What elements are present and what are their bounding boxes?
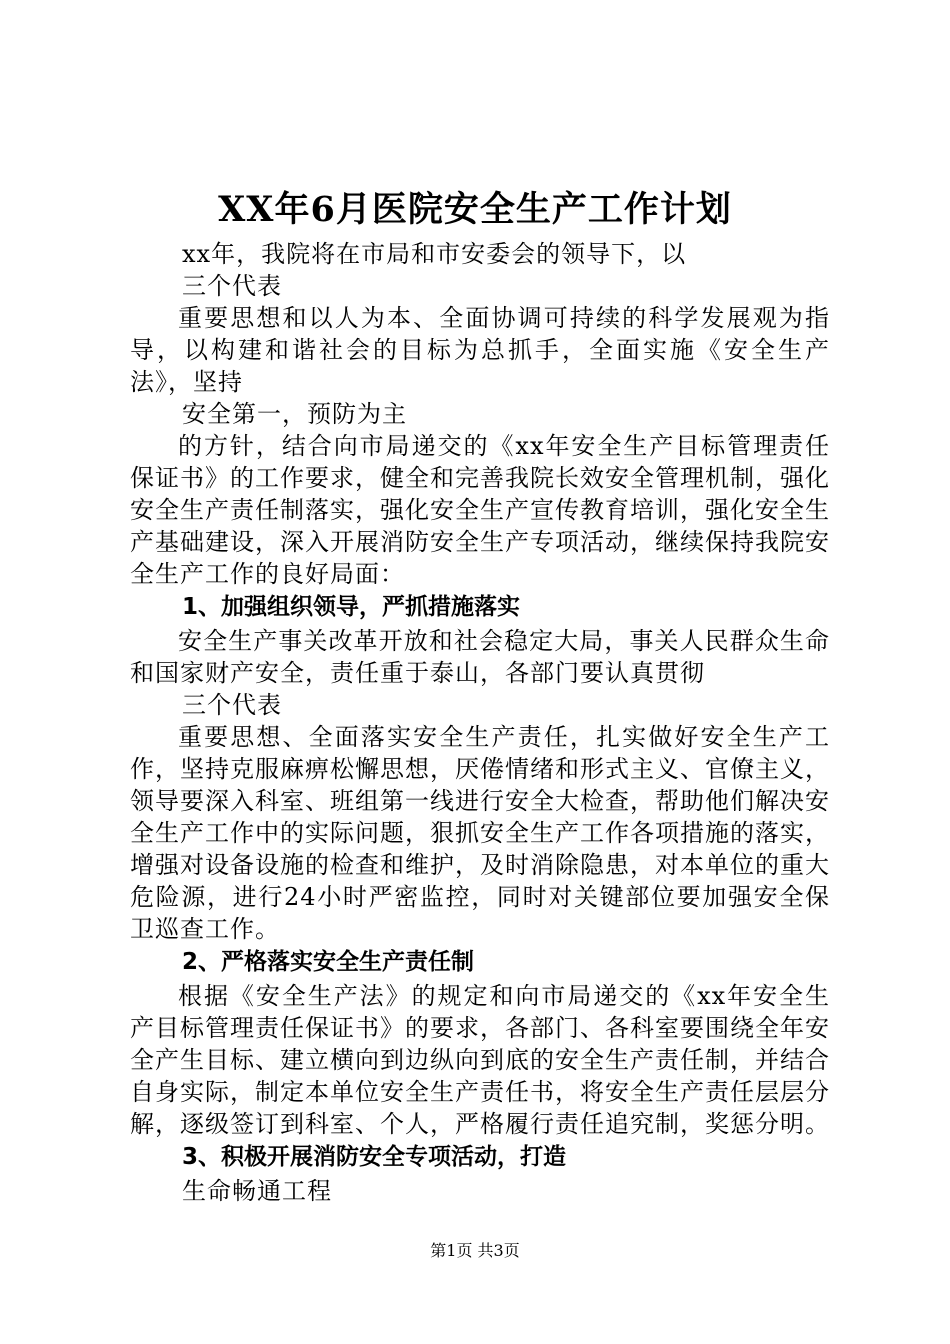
paragraph-section2-body: 根据《安全生产法》的规定和向市局递交的《xx年安全生产目标管理责任保证书》的要求，各部门、各科室要围绕全年安全产生目标、建立横向到边纵向到底的安全生产责任制，并结合自身实际，制定本单位安全生产责任书，将安全生产责任层层分解，逐级签订到科室、个人，严格履行责任追究制，奖惩分明。 bbox=[130, 982, 830, 1138]
paragraph-section1-intro: 安全生产事关改革开放和社会稳定大局，事关人民群众生命和国家财产安全，责任重于泰山，各部门要认真贯彻 bbox=[130, 627, 830, 687]
paragraph-policy: 的方针，结合向市局递交的《xx年安全生产目标管理责任保证书》的工作要求，健全和完善我院长效安全管理机制，强化安全生产责任制落实，强化安全生产宣传教育培训，强化安全生产基础建设，深入开展消防安全生产专项活动，继续保持我院安全生产工作的良好局面： bbox=[130, 432, 830, 588]
paragraph-guiding-thought: 重要思想和以人为本、全面协调可持续的科学发展观为指导，以构建和谐社会的目标为总抓手，全面实施《安全生产法》，坚持 bbox=[130, 304, 830, 396]
paragraph-quote-life-channel: 生命畅通工程 bbox=[182, 1177, 332, 1205]
paragraph-section1-body: 重要思想、全面落实安全生产责任，扎实做好安全生产工作，坚持克服麻痹松懈思想，厌倦情绪和形式主义、官僚主义，领导要深入科室、班组第一线进行安全大检查，帮助他们解决安全生产工作中的实际问题，狠抓安全生产工作各项措施的落实，增强对设备设施的检查和维护，及时消除隐患，对本单位的重大危险源，进行24小时严密监控，同时对关键部位要加强安全保卫巡查工作。 bbox=[130, 723, 830, 943]
paragraph-intro: xx年，我院将在市局和市安委会的领导下，以 bbox=[182, 240, 687, 268]
page-number-footer: 第1页 共3页 bbox=[430, 1241, 520, 1260]
paragraph-quote-three-represents: 三个代表 bbox=[182, 272, 282, 300]
section-heading-2: 2、严格落实安全生产责任制 bbox=[182, 949, 475, 975]
section-heading-1: 1、加强组织领导，严抓措施落实 bbox=[182, 594, 521, 620]
document-body bbox=[130, 238, 830, 1207]
section-heading-3: 3、积极开展消防安全专项活动，打造 bbox=[182, 1144, 567, 1170]
paragraph-quote-three-represents-2: 三个代表 bbox=[182, 691, 282, 719]
document-title: XX年6月医院安全生产工作计划 bbox=[218, 189, 732, 230]
paragraph-quote-safety-first: 安全第一，预防为主 bbox=[182, 400, 407, 428]
